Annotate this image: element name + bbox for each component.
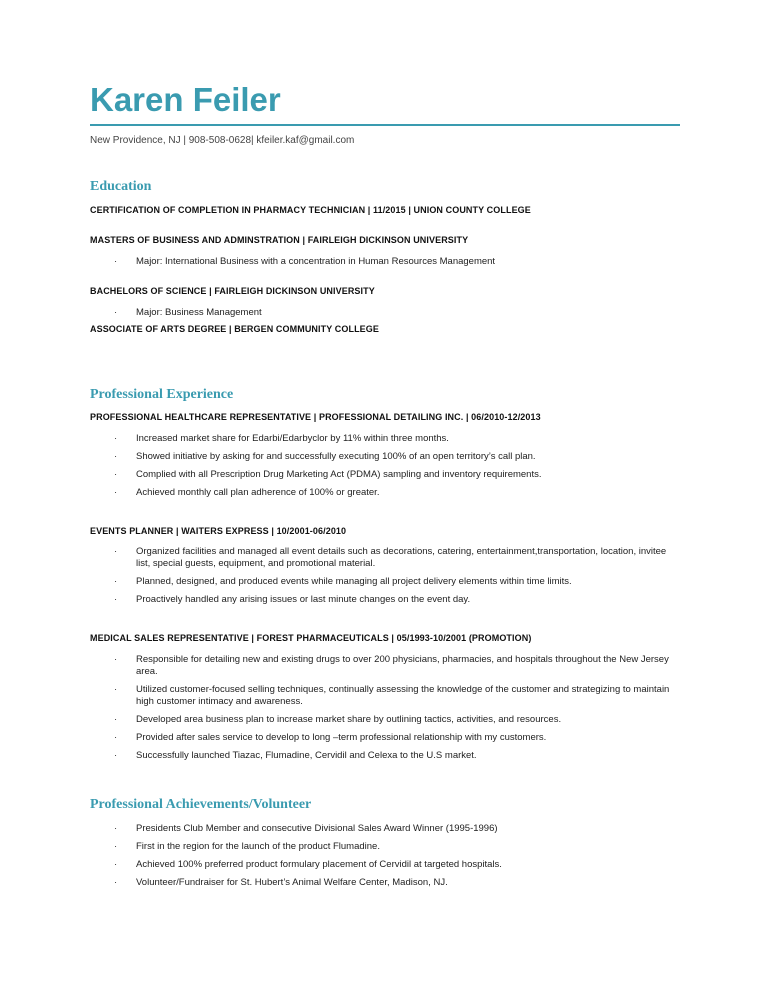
achievements-title: Professional Achievements/Volunteer bbox=[90, 797, 312, 812]
experience-title: Professional Experience bbox=[90, 387, 234, 402]
list-item: · Major: Business Management bbox=[90, 307, 682, 319]
list-item: · Complied with all Prescription Drug Marketing Act (PDMA) sampling and inventory requirements. bbox=[90, 469, 682, 481]
experience-entry: MEDICAL SALES REPRESENTATIVE | FOREST PHARMACEUTICALS | 05/1993-10/2001 (PROMOTION) bbox=[90, 633, 532, 643]
education-entry: ASSOCIATE OF ARTS DEGREE | BERGEN COMMUNITY COLLEGE bbox=[90, 324, 379, 334]
education-bullets bbox=[90, 256, 682, 274]
list-item: · Volunteer/Fundraiser for St. Hubert’s Animal Welfare Center, Madison, NJ. bbox=[90, 877, 682, 889]
list-item: · Planned, designed, and produced events while managing all project delivery elements within time limits. bbox=[90, 576, 682, 588]
experience-entry: EVENTS PLANNER | WAITERS EXPRESS | 10/2001-06/2010 bbox=[90, 526, 347, 536]
experience-bullets bbox=[90, 654, 682, 768]
list-item: · Presidents Club Member and consecutive Divisional Sales Award Winner (1995-1996) bbox=[90, 823, 682, 835]
education-entry: CERTIFICATION OF COMPLETION IN PHARMACY TECHNICIAN | 11/2015 | UNION COUNTY COLLEGE bbox=[90, 205, 531, 215]
list-item: · Successfully launched Tiazac, Flumadine, Cervidil and Celexa to the U.S market. bbox=[90, 750, 682, 762]
achievements-bullets bbox=[90, 823, 682, 895]
header-rule bbox=[90, 124, 680, 126]
resume-page bbox=[90, 80, 682, 147]
education-section bbox=[90, 178, 682, 334]
achievements-section bbox=[90, 796, 682, 888]
experience-bullets bbox=[90, 546, 682, 612]
list-item: · Provided after sales service to develop to long –term professional relationship with my customers. bbox=[90, 732, 682, 744]
list-item: · Showed initiative by asking for and successfully executing 100% of an open territory’s call plan. bbox=[90, 451, 682, 463]
applicant-name: Karen Feiler bbox=[90, 81, 281, 118]
list-item: · Increased market share for Edarbi/Edarbyclor by 11% within three months. bbox=[90, 433, 682, 445]
education-entry: MASTERS OF BUSINESS AND ADMINSTRATION | FAIRLEIGH DICKINSON UNIVERSITY bbox=[90, 235, 469, 245]
list-item: · Organized facilities and managed all event details such as decorations, catering, entertainment,transportation, location, invitee list, special guests, equipment, and promotional material. bbox=[90, 546, 682, 570]
list-item: · Developed area business plan to increase market share by outlining tactics, activities, and resources. bbox=[90, 714, 682, 726]
experience-entry: PROFESSIONAL HEALTHCARE REPRESENTATIVE | PROFESSIONAL DETAILING INC. | 06/2010-12/2013 bbox=[90, 412, 541, 422]
list-item: · Achieved monthly call plan adherence of 100% or greater. bbox=[90, 487, 682, 499]
contact-line: New Providence, NJ | 908-508-0628| kfeiler.kaf@gmail.com bbox=[90, 135, 355, 146]
list-item: · First in the region for the launch of the product Flumadine. bbox=[90, 841, 682, 853]
list-item: · Proactively handled any arising issues or last minute changes on the event day. bbox=[90, 594, 682, 606]
list-item: · Responsible for detailing new and existing drugs to over 200 physicians, pharmacies, and hospitals throughout the New Jersey area. bbox=[90, 654, 682, 678]
education-entry: BACHELORS OF SCIENCE | FAIRLEIGH DICKINSON UNIVERSITY bbox=[90, 286, 375, 296]
list-item: · Major: International Business with a concentration in Human Resources Management bbox=[90, 256, 682, 268]
list-item: · Achieved 100% preferred product formulary placement of Cervidil at targeted hospitals. bbox=[90, 859, 682, 871]
education-title: Education bbox=[90, 179, 152, 194]
list-item: · Utilized customer-focused selling techniques, continually assessing the knowledge of the customer and strategizing to maintain high customer intimacy and awareness. bbox=[90, 684, 682, 708]
experience-section bbox=[90, 386, 682, 761]
experience-bullets bbox=[90, 433, 682, 505]
